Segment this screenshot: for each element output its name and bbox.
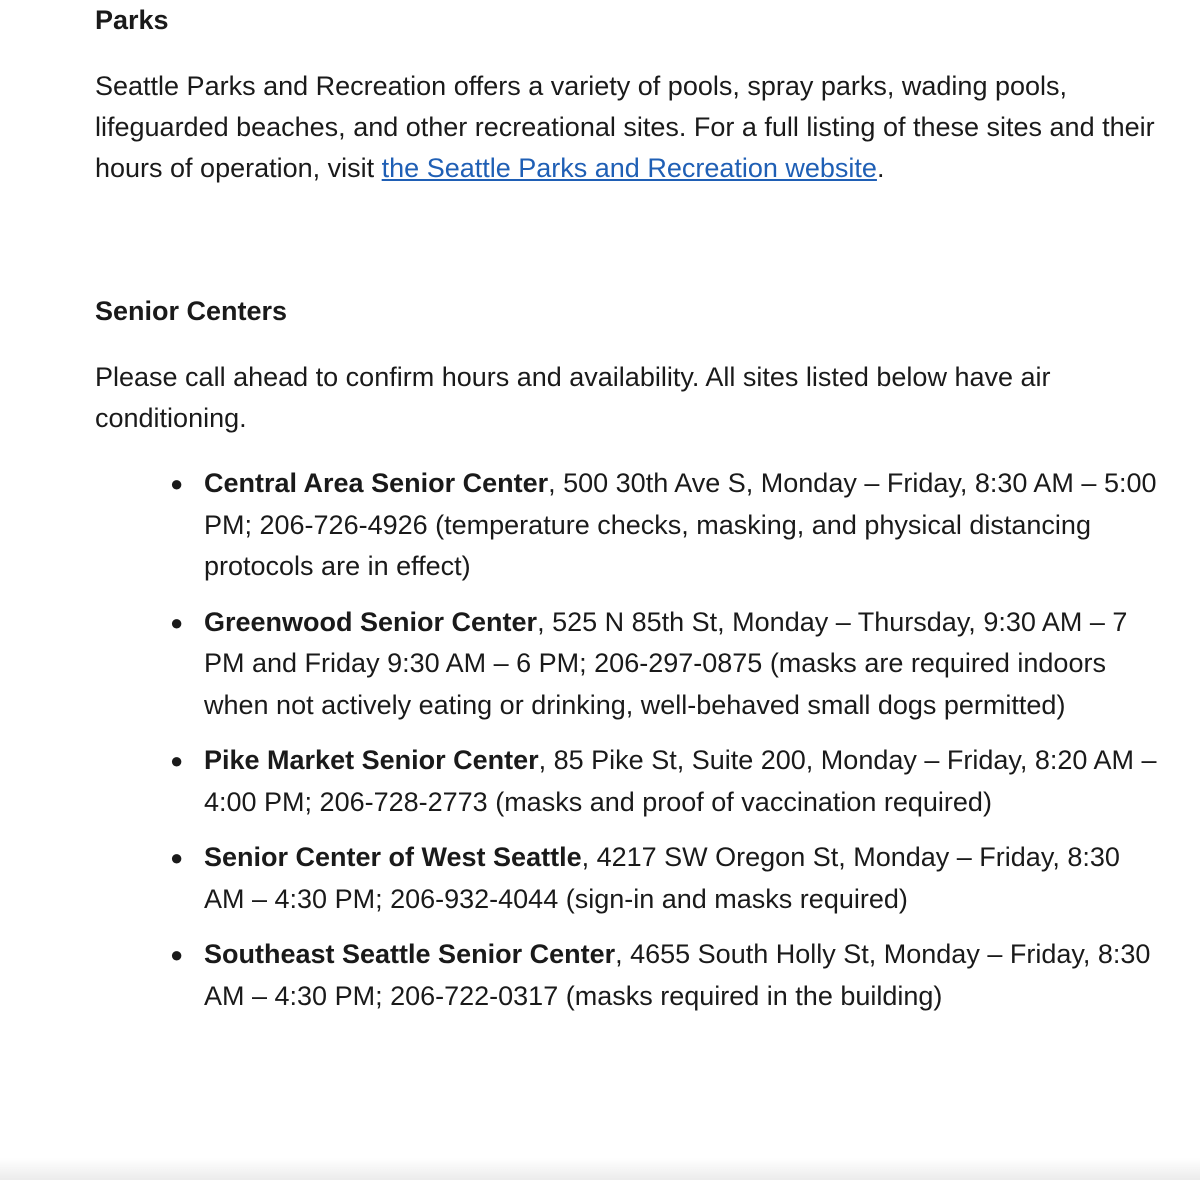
list-item xyxy=(170,837,1185,920)
parks-text-end: . xyxy=(876,153,885,183)
center-name: Greenwood Senior Center xyxy=(204,606,538,637)
center-details: , 4655 South Holly St, Monday – Friday, 8:30 AM – 4:30 PM; 206-722-0317 (masks required in the building) xyxy=(204,939,1151,1011)
parks-text: Seattle Parks and Recreation offers a variety of pools, spray parks, wading pools, lifeguarded beaches, and other recreational sites. For a full listing of these sites and their hours of operation, visit xyxy=(95,71,1155,183)
bullet-icon: ● xyxy=(170,748,184,773)
list-item xyxy=(170,934,1185,1017)
bottom-edge-shadow xyxy=(0,1158,1200,1180)
parks-paragraph xyxy=(95,66,1185,189)
parks-website-link[interactable]: the Seattle Parks and Recreation website xyxy=(381,153,877,183)
list-item xyxy=(170,463,1185,588)
senior-centers-list xyxy=(95,463,1185,1017)
parks-heading: Parks xyxy=(95,5,169,35)
center-details: , 4217 SW Oregon St, Monday – Friday, 8:30 AM – 4:30 PM; 206-932-4044 (sign-in and masks required) xyxy=(204,842,1120,914)
senior-centers-intro: Please call ahead to confirm hours and availability. All sites listed below have air conditioning. xyxy=(95,362,1051,433)
center-name: Senior Center of West Seattle xyxy=(204,842,582,872)
list-item xyxy=(170,602,1185,727)
bullet-icon: ● xyxy=(170,845,184,870)
center-details: , 500 30th Ave S, Monday – Friday, 8:30 AM – 5:00 PM; 206-726-4926 (temperature checks, masking, and physical distancing protocols are in effect) xyxy=(204,468,1157,581)
bullet-icon: ● xyxy=(170,609,184,635)
senior-centers-heading: Senior Centers xyxy=(95,296,288,326)
bullet-icon: ● xyxy=(170,471,184,496)
center-name: Pike Market Senior Center xyxy=(204,745,539,775)
center-details: , 525 N 85th St, Monday – Thursday, 9:30 AM – 7 PM and Friday 9:30 AM – 6 PM; 206-297-0875 (masks are required indoors when not actively eating or drinking, well-behaved small dogs permitted) xyxy=(204,606,1128,720)
bullet-icon: ● xyxy=(170,942,184,967)
center-details: , 85 Pike St, Suite 200, Monday – Friday, 8:20 AM – 4:00 PM; 206-728-2773 (masks and proof of vaccination required) xyxy=(204,745,1157,817)
list-item xyxy=(170,740,1185,823)
document-body xyxy=(95,0,1185,1031)
center-name: Southeast Seattle Senior Center xyxy=(204,939,616,969)
center-name: Central Area Senior Center xyxy=(204,468,549,498)
